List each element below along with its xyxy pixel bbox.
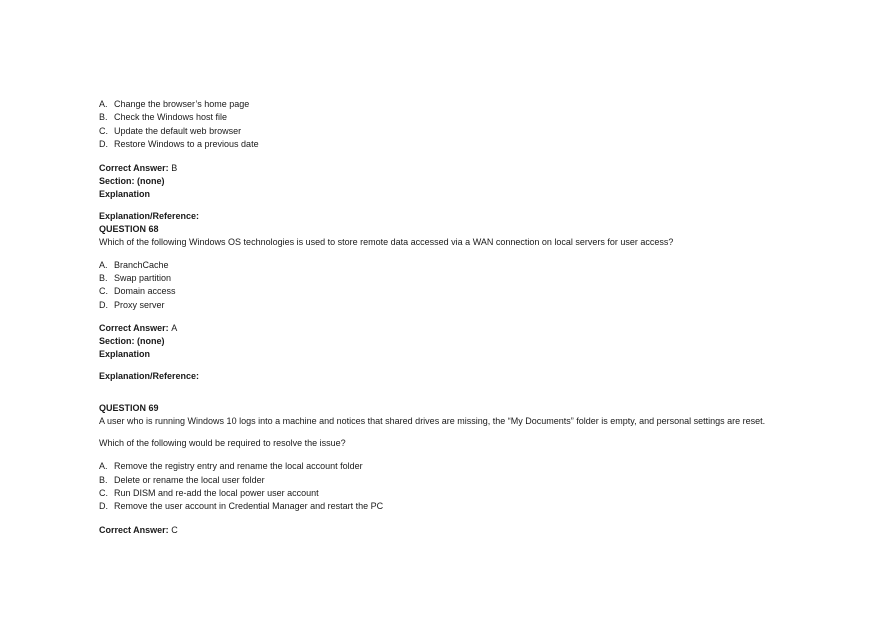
option-text: BranchCache	[114, 259, 169, 270]
correct-answer-label: Correct Answer:	[99, 162, 169, 173]
explanation-line: Explanation	[99, 188, 151, 199]
option-c	[99, 285, 789, 298]
option-a	[99, 259, 789, 272]
option-text: Remove the user account in Credential Manager and restart the PC	[114, 501, 384, 512]
option-text: Swap partition	[114, 272, 172, 283]
option-text: Run DISM and re-add the local power user account	[114, 487, 319, 498]
option-letter: A.	[99, 461, 108, 472]
option-d	[99, 299, 789, 312]
option-letter: B.	[99, 474, 108, 485]
explanation-reference: Explanation/Reference:	[99, 210, 200, 221]
question-title: QUESTION 68	[99, 223, 159, 234]
option-c	[99, 125, 789, 138]
option-a	[99, 98, 789, 111]
explanation-reference: Explanation/Reference:	[99, 371, 200, 382]
answer-options-q67	[99, 98, 789, 152]
option-letter: D.	[99, 501, 108, 512]
option-d	[99, 138, 789, 151]
option-text: Change the browser’s home page	[114, 99, 250, 109]
correct-answer-line	[99, 524, 789, 537]
option-b	[99, 474, 789, 487]
document-page	[99, 98, 789, 537]
question-text: Which of the following Windows OS technologies is used to store remote data accessed via a WAN connection on local servers for user access?	[99, 236, 674, 247]
answer-options-q69	[99, 460, 789, 514]
option-letter: C.	[99, 125, 108, 136]
correct-answer-label: Correct Answer:	[99, 323, 169, 334]
option-letter: A.	[99, 99, 108, 109]
explanation-line: Explanation	[99, 349, 151, 360]
correct-answer-line	[99, 162, 789, 175]
answer-options-q68	[99, 259, 789, 313]
option-a	[99, 460, 789, 473]
option-text: Domain access	[114, 286, 176, 297]
option-text: Restore Windows to a previous date	[114, 139, 259, 150]
correct-answer-line	[99, 322, 789, 335]
option-letter: B.	[99, 112, 108, 123]
option-letter: A.	[99, 259, 108, 270]
option-letter: B.	[99, 272, 108, 283]
correct-answer-label: Correct Answer:	[99, 524, 169, 535]
question-text: A user who is running Windows 10 logs into a machine and notices that shared drives are missing, the “My Documents” folder is empty, and personal settings are reset.	[99, 416, 766, 427]
option-letter: D.	[99, 299, 108, 310]
option-letter: D.	[99, 139, 108, 150]
correct-answer-value: A	[171, 323, 178, 334]
question-title: QUESTION 69	[99, 403, 159, 414]
question-subtext: Which of the following would be required to resolve the issue?	[99, 438, 346, 449]
option-text: Check the Windows host file	[114, 112, 228, 123]
option-text: Remove the registry entry and rename the local account folder	[114, 461, 363, 472]
option-letter: C.	[99, 286, 108, 297]
option-text: Update the default web browser	[114, 125, 242, 136]
section-line: Section: (none)	[99, 175, 165, 186]
option-text: Proxy server	[114, 299, 165, 310]
correct-answer-value: C	[171, 524, 178, 535]
option-letter: C.	[99, 487, 108, 498]
option-b	[99, 272, 789, 285]
option-d	[99, 500, 789, 513]
correct-answer-value: B	[171, 162, 178, 173]
option-text: Delete or rename the local user folder	[114, 474, 265, 485]
section-line: Section: (none)	[99, 336, 165, 347]
option-b	[99, 111, 789, 124]
option-c	[99, 487, 789, 500]
